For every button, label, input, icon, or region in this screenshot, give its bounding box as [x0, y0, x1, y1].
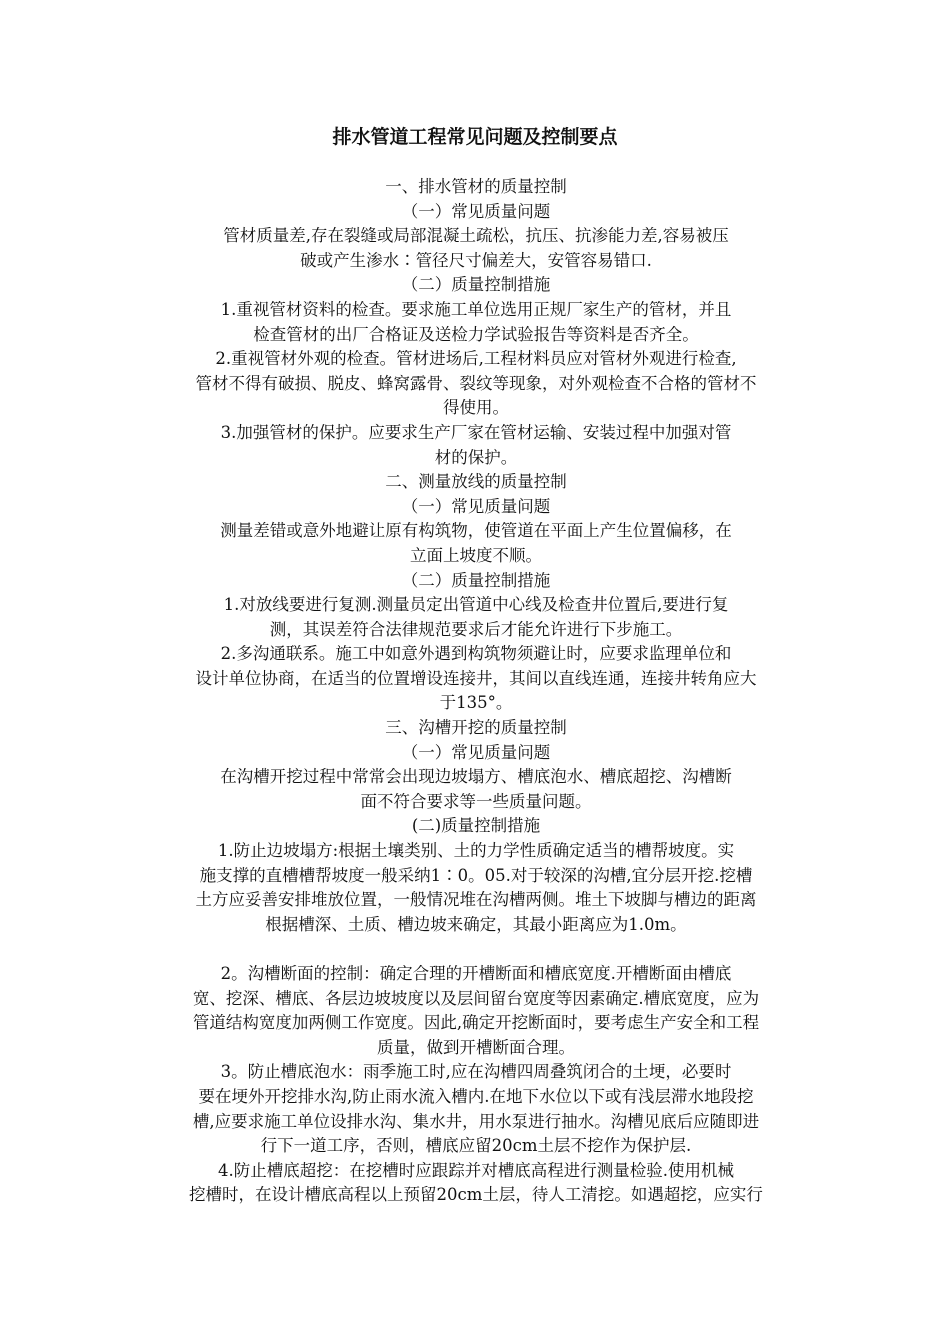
paragraph-line: 管道结构宽度加两侧工作宽度。因此,确定开挖断面时，要考虑生产安全和工程 [192, 1013, 760, 1033]
paragraph-line: 材的保护。 [434, 447, 518, 467]
paragraph-line: 1.防止边坡塌方:根据土壤类别、土的力学性质确定适当的槽帮坡度。实 [217, 841, 735, 861]
paragraph-line: 质量，做到开槽断面合理。 [377, 1037, 575, 1057]
paragraph-line: 4.防止槽底超挖：在挖槽时应跟踪并对槽底高程进行测量检验.使用机械 [218, 1160, 734, 1180]
paragraph-line: 挖槽时，在设计槽底高程以上预留20cm土层，待人工清挖。如遇超挖，应实行 [189, 1185, 763, 1205]
paragraph-line: 1.重视管材资料的检查。要求施工单位选用正规厂家生产的管材，并且 [220, 299, 732, 319]
paragraph-line: 施支撑的直槽槽帮坡度一般采纳1∶0。05.对于较深的沟槽,宜分层开挖.挖槽 [199, 865, 753, 885]
paragraph-line: 2.多沟通联系。施工中如意外遇到构筑物须避让时，应要求监理单位和 [220, 644, 732, 664]
paragraph-line: 2。沟槽断面的控制：确定合理的开槽断面和槽底宽度.开槽断面由槽底 [220, 964, 732, 984]
paragraph-line: 根据槽深、土质、槽边坡来确定，其最小距离应为1.0m。 [265, 914, 687, 934]
paragraph-line: 宽、挖深、槽底、各层边坡坡度以及层间留台宽度等因素确定.槽底宽度，应为 [192, 988, 760, 1008]
paragraph-line: 3.加强管材的保护。应要求生产厂家在管材运输、安装过程中加强对管 [220, 422, 732, 442]
subsection-heading: （一）常见质量问题 [401, 496, 551, 516]
paragraph-line: 检查管材的出厂合格证及送检力学试验报告等资料是否齐全。 [253, 324, 699, 344]
paragraph-line: 设计单位协商，在适当的位置增设连接井，其间以直线连通，连接井转角应大 [195, 668, 757, 688]
paragraph-line: 土方应妥善安排堆放位置，一般情况堆在沟槽两侧。堆土下坡脚与槽边的距离 [195, 890, 757, 910]
paragraph-line: 面不符合要求等一些质量问题。 [360, 791, 592, 811]
subsection-heading: （二）质量控制措施 [401, 275, 551, 295]
paragraph-line: 得使用。 [443, 398, 509, 418]
paragraph-line: 管材质量差,存在裂缝或局部混凝土疏松，抗压、抗渗能力差,容易被压 [223, 226, 729, 246]
paragraph-line: 于135°。 [439, 693, 513, 713]
section-heading: 二、测量放线的质量控制 [385, 472, 567, 492]
paragraph-line: 破或产生渗水∶管径尺寸偏差大，安管容易错口. [300, 250, 652, 270]
paragraph-line: 1.对放线要进行复测.测量员定出管道中心线及检查井位置后,要进行复 [223, 595, 729, 615]
paragraph-line: 测，其误差符合法律规范要求后才能允许进行下步施工。 [269, 619, 683, 639]
document-body [145, 175, 807, 1208]
paragraph-line: 3。防止槽底泡水：雨季施工时,应在沟槽四周叠筑闭合的土埂，必要时 [220, 1062, 732, 1082]
subsection-heading: （一）常见质量问题 [401, 201, 551, 221]
paragraph-line: 槽,应要求施工单位设排水沟、集水井，用水泵进行抽水。沟槽见底后应随即进 [192, 1111, 760, 1131]
paragraph-line: 2.重视管材外观的检查。管材进场后,工程材料员应对管材外观进行检查, [215, 349, 737, 369]
paragraph-line: 测量差错或意外地避让原有构筑物，使管道在平面上产生位置偏移，在 [220, 521, 732, 541]
section-heading: 三、沟槽开挖的质量控制 [385, 718, 567, 738]
paragraph-line: 立面上坡度不顺。 [410, 545, 542, 565]
subsection-heading: （二）质量控制措施 [401, 570, 551, 590]
subsection-heading: (二)质量控制措施 [411, 816, 541, 836]
paragraph-line: 管材不得有破损、脱皮、蜂窝露骨、裂纹等现象，对外观检查不合格的管材不 [195, 373, 757, 393]
subsection-heading: （一）常见质量问题 [401, 742, 551, 762]
document-title: 排水管道工程常见问题及控制要点 [332, 126, 618, 148]
paragraph-line: 行下一道工序，否则，槽底应留20cm土层不挖作为保护层. [260, 1136, 692, 1156]
paragraph-line: 在沟槽开挖过程中常常会出现边坡塌方、槽底泡水、槽底超挖、沟槽断 [220, 767, 732, 787]
section-heading: 一、排水管材的质量控制 [385, 177, 567, 196]
paragraph-line: 要在埂外开挖排水沟,防止雨水流入槽内.在地下水位以下或有浅层滞水地段挖 [198, 1086, 754, 1106]
